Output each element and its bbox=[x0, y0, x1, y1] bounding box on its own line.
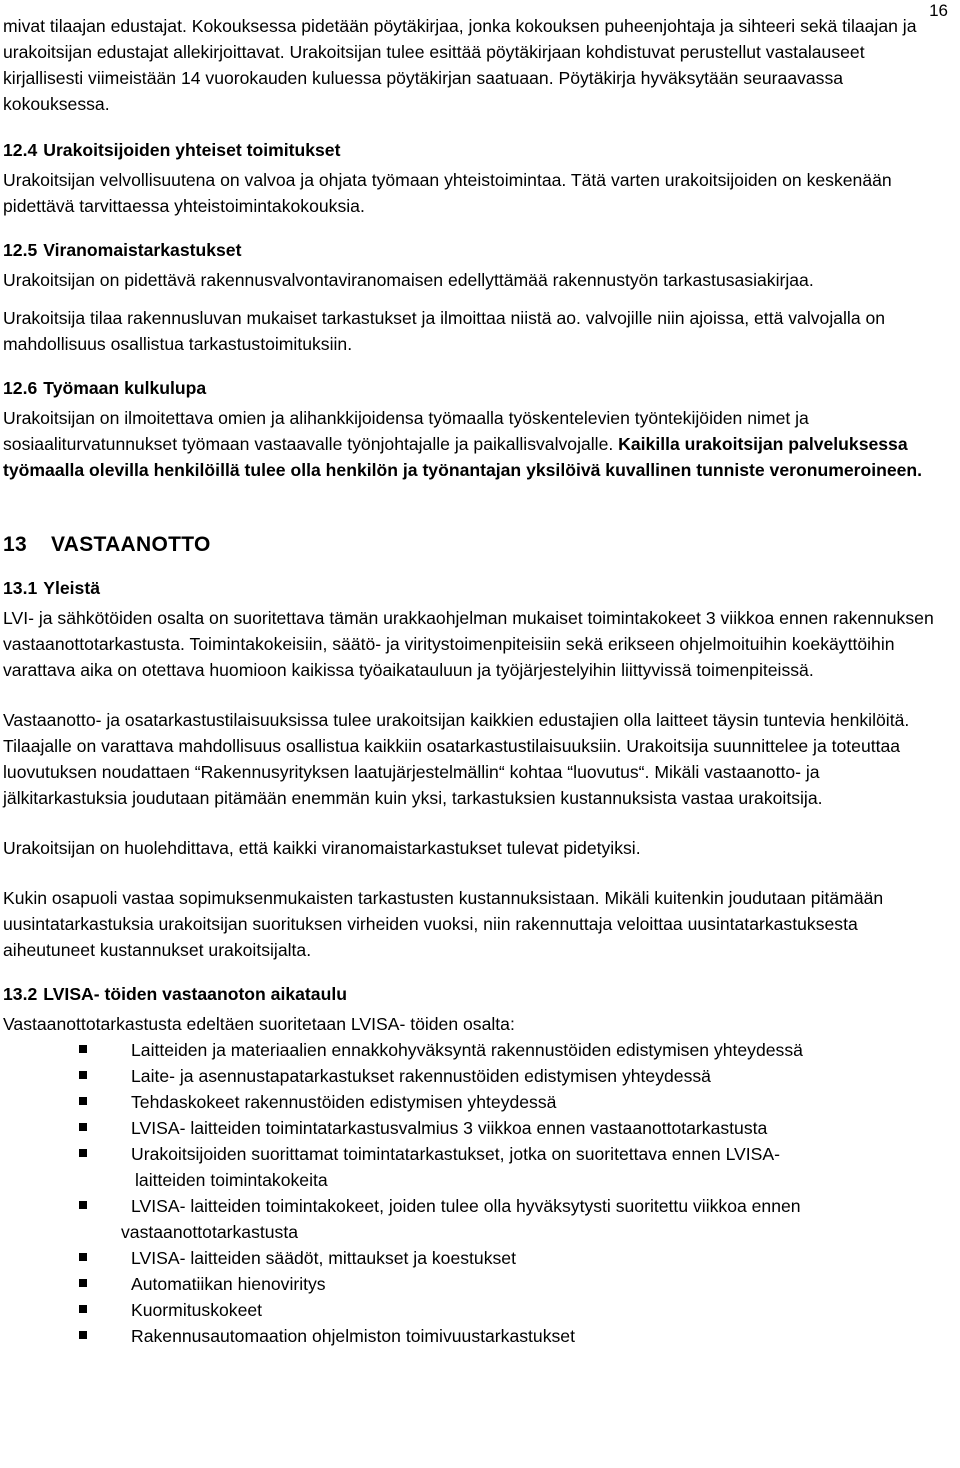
heading-13-2: 13.2 LVISA- töiden vastaanoton aikataulu bbox=[3, 984, 347, 1004]
list-item: LVISA- laitteiden toimintakokeet, joiden tulee olla hyväksytysti suoritettu viikkoa ennen vastaanottotarkastusta bbox=[3, 1193, 945, 1245]
paragraph-13-1-a: LVI- ja sähkötöiden osalta on suoritettava tämän urakkaohjelman mukaiset toimintakokeet 3 viikkoa ennen rakennuksen vastaanottotarkastusta. Toimintakokeisiin, säätö- ja viritystoimenpiteisiin sekä erikseen ohjelmoituihin koekäyttöihin varattava aika on otettava huomioon kaikissa työaikatauluun ja työjärjestelyihin liittyvissä toimenpiteissä. bbox=[3, 608, 934, 680]
paragraph-12-4: Urakoitsijan velvollisuutena on valvoa ja ohjata työmaan yhteistoimintaa. Tätä varten urakoitsijoiden on keskenään pidettävä tarvittaessa yhteistoimintakokouksia. bbox=[3, 170, 892, 216]
heading-13: 13 VASTAANOTTO bbox=[3, 533, 211, 556]
document-body bbox=[3, 13, 945, 1349]
list-item-continuation: vastaanottotarkastusta bbox=[121, 1222, 299, 1242]
paragraph-12-6: Urakoitsijan on ilmoitettava omien ja alihankkijoidensa työmaalla työskentelevien työntekijöiden nimet ja sosiaaliturvatunnukset työmaan vastaavalle työnjohtajalle ja paikallisvalvojalle. Kaikilla urakoitsijan palveluksessa työmaalla olevilla henkilöillä tulee olla henkilön ja työnantajan yksilöivä kuvallinen tunniste veronumeroineen. bbox=[3, 408, 923, 480]
paragraph-12-5-a: Urakoitsijan on pidettävä rakennusvalvontaviranomaisen edellyttämää rakennustyön tarkastusasiakirjaa. bbox=[3, 270, 814, 290]
heading-12-5: 12.5 Viranomaistarkastukset bbox=[3, 240, 242, 260]
paragraph-13-1-b: Vastaanotto- ja osatarkastustilaisuuksissa tulee urakoitsijan kaikkien edustajien olla laitteet täysin tuntevia henkilöitä. Tilaajalle on varattava mahdollisuus osallistua kaikkiin osatarkastustilaisuuksiin. Urakoitsija suunnittelee ja toteuttaa luovutuksen noudattaen “Rakennusyrityksen laatujärjestelmällin“ kohtaa “luovutus“. Mikäli vastaanotto- ja jälkitarkastuksia joudutaan pitämään enemmän kuin yksi, tarkastuksien kustannuksista vastaa urakoitsija. bbox=[3, 710, 910, 808]
list-item: Tehdaskokeet rakennustöiden edistymisen yhteydessä bbox=[3, 1089, 945, 1115]
list-item: Rakennusautomaation ohjelmiston toimivuustarkastukset bbox=[3, 1323, 945, 1349]
schedule-list bbox=[3, 1037, 945, 1349]
list-item: Kuormituskokeet bbox=[3, 1297, 945, 1323]
paragraph-13-1-c: Urakoitsijan on huolehdittava, että kaikki viranomaistarkastukset tulevat pidetyiksi. bbox=[3, 838, 641, 858]
list-item: LVISA- laitteiden säädöt, mittaukset ja koestukset bbox=[3, 1245, 945, 1271]
list-item: Urakoitsijoiden suorittamat toimintatarkastukset, jotka on suoritettava ennen LVISA- laitteiden toimintakokeita bbox=[3, 1141, 945, 1193]
heading-12-4: 12.4 Urakoitsijoiden yhteiset toimitukset bbox=[3, 140, 341, 160]
paragraph-12-5-b: Urakoitsija tilaa rakennusluvan mukaiset tarkastukset ja ilmoittaa niistä ao. valvojille niin ajoissa, että valvojalla on mahdollisuus osallistua tarkastustoimituksiin. bbox=[3, 308, 886, 354]
list-item-continuation: laitteiden toimintakokeita bbox=[135, 1170, 328, 1190]
paragraph-13-2-intro: Vastaanottotarkastusta edeltäen suoritetaan LVISA- töiden osalta: bbox=[3, 1014, 515, 1034]
paragraph-13-1-d: Kukin osapuoli vastaa sopimuksenmukaisten tarkastusten kustannuksistaan. Mikäli kuitenkin joudutaan pitämään uusintatarkastuksia urakoitsijan suorituksen virheiden vuoksi, niin rakennuttaja veloittaa uusintatarkastuksesta aiheutuneet kustannukset urakoitsijalta. bbox=[3, 888, 884, 960]
intro-paragraph: mivat tilaajan edustajat. Kokouksessa pidetään pöytäkirjaa, jonka kokouksen puheenjohtaja ja sihteeri sekä tilaajan ja urakoitsijan edustajat allekirjoittavat. Urakoitsijan tulee esittää pöytäkirjaan kohdistuvat perustellut vastalauseet kirjallisesti viimeistään 14 vuorokauden kuluessa pöytäkirjan saatuaan. Pöytäkirja hyväksytään seuraavassa kokouksessa. bbox=[3, 16, 917, 114]
list-item: Laite- ja asennustapatarkastukset rakennustöiden edistymisen yhteydessä bbox=[3, 1063, 945, 1089]
heading-12-6: 12.6 Työmaan kulkulupa bbox=[3, 378, 207, 398]
list-item: Laitteiden ja materiaalien ennakkohyväksyntä rakennustöiden edistymisen yhteydessä bbox=[3, 1037, 945, 1063]
heading-13-1: 13.1 Yleistä bbox=[3, 578, 100, 598]
list-item: LVISA- laitteiden toimintatarkastusvalmius 3 viikkoa ennen vastaanottotarkastusta bbox=[3, 1115, 945, 1141]
page-number: 16 bbox=[929, 1, 948, 20]
list-item: Automatiikan hienoviritys bbox=[3, 1271, 945, 1297]
paragraph-12-6-bold: Kaikilla urakoitsijan palveluksessa työmaalla olevilla henkilöillä tulee olla henkilön ja työnantajan yksilöivä kuvallinen tunniste veronumeroineen. bbox=[3, 434, 923, 480]
